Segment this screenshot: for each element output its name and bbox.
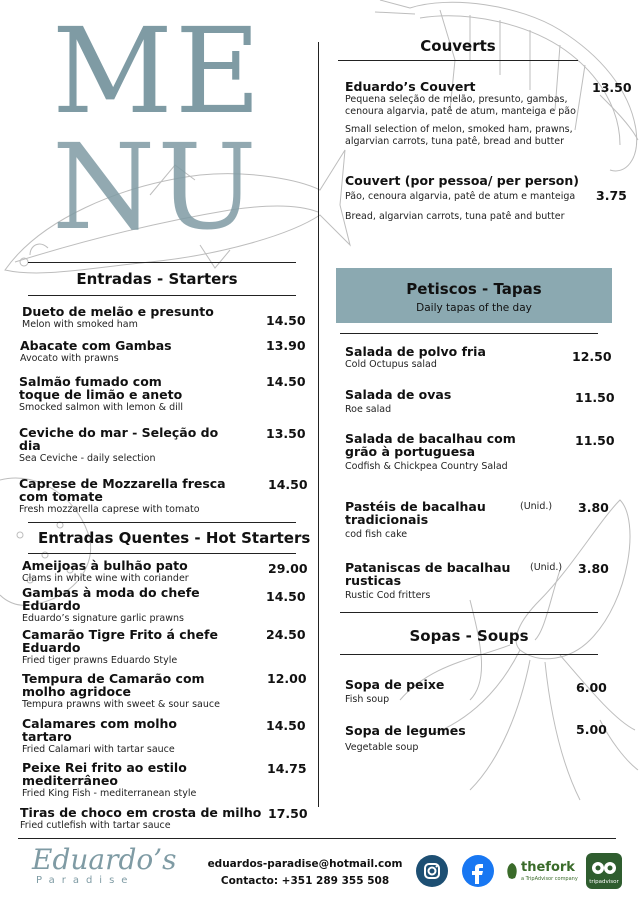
menu-title-line1: ME [52,2,263,140]
instagram-icon[interactable] [416,855,448,887]
hot-starter-item [22,628,232,667]
starter-item [19,477,244,516]
hot-starter-desc: Tempura prawns with sweet & sour sauce [22,699,220,710]
thefork-logo[interactable] [505,860,577,886]
tapas-item [345,388,565,416]
couvert-price: 13.50 [592,80,632,95]
starter-desc: Sea Ceviche - daily selection [19,453,156,464]
starter-name: Caprese de Mozzarella fresca com tomate [19,476,226,504]
tapas-price: 12.50 [572,349,612,364]
tapas-subtitle: Daily tapas of the day [416,302,532,314]
starter-name: Salmão fumado com toque de limão e aneto [19,374,183,402]
thefork-subtext: a TripAdvisor company [521,876,578,882]
starter-price: 14.50 [266,374,306,389]
contact-email[interactable]: eduardos-paradise@hotmail.com [207,858,403,870]
tapas-rule [340,333,598,334]
tripadvisor-icon[interactable] [586,853,622,889]
starter-desc: Smocked salmon with lemon & dill [19,402,184,413]
tapas-name: Salada de bacalhau com grão à portuguesa [345,431,516,459]
tapas-desc: Cold Octupus salad [345,359,437,370]
soup-name: Sopa de peixe [345,677,445,692]
starters-title: Entradas - Starters [76,270,238,288]
tapas-item [345,500,515,541]
hot-starter-price: 24.50 [266,627,306,642]
tapas-name: Salada de polvo fria [345,344,486,359]
soup-desc: Fish soup [345,694,390,705]
starter-desc: Melon with smoked ham [22,319,138,330]
hot-starter-name: Tiras de choco em crosta de milho [20,805,262,820]
hot-starter-desc: Clams in white wine with coriander [22,573,189,584]
tapas-item [345,561,525,602]
couvert-desc-en: Small selection of melon, smoked ham, prawns, algarvian carrots, tuna patê, bread and butter [345,124,573,147]
tapas-desc: cod fish cake [345,529,408,540]
soups-rule-top [340,612,598,613]
soup-price: 5.00 [576,722,607,737]
tapas-desc: Rustic Cod fritters [345,590,431,601]
hot-starter-name: Tempura de Camarão com molho agridoce [22,671,205,699]
tapas-name: Pataniscas de bacalhau rusticas [345,560,511,588]
starter-item [19,426,219,465]
starter-price: 14.50 [266,313,306,328]
couvert-name: Eduardo’s Couvert [345,79,476,94]
soup-name: Sopa de legumes [345,723,466,738]
hot-starters-title: Entradas Quentes - Hot Starters [38,529,311,547]
tapas-unit-label: (Unid.) [530,562,563,573]
starter-desc: Avocato with prawns [20,353,119,364]
hot-starter-name: Ameijoas à bulhão pato [22,558,188,573]
hot-starter-item [22,586,222,625]
hot-starter-item [22,717,222,756]
hot-starter-price: 17.50 [268,806,308,821]
hot-starters-rule-top [28,522,296,523]
starter-name: Abacate com Gambas [20,338,172,353]
tapas-desc: Roe salad [345,404,392,415]
menu-title-line2: NU [52,118,259,256]
starter-name: Ceviche do mar - Seleção do dia [19,425,219,453]
hot-starter-name: Gambas à moda do chefe Eduardo [22,585,200,613]
couvert-desc: Pequena seleção de melão, presunto, gambas, cenoura algarvia, patê de atum, manteiga e pão [345,94,576,117]
starter-item [19,375,199,414]
tapas-name: Pastéis de bacalhau tradicionais [345,499,486,527]
starters-rule-bottom [28,295,296,296]
hot-starter-desc: Fried tiger prawns Eduardo Style [22,655,178,666]
hot-starter-desc: Fried Calamari with tartar sauce [22,744,175,755]
tapas-title: Petiscos - Tapas [406,280,542,298]
hot-starter-name: Calamares com molho tartaro [22,716,177,744]
couvert-desc-en: Bread, algarvian carrots, tuna patê and butter [345,211,565,222]
couverts-title: Couverts [420,37,496,55]
soup-item [345,724,545,754]
logo-text: Eduardo’s [32,843,177,876]
facebook-icon[interactable] [462,855,494,887]
tapas-name: Salada de ovas [345,387,452,402]
tapas-unit-label: (Unid.) [520,501,553,512]
hot-starter-price: 14.75 [267,761,307,776]
couverts-rule [338,60,578,61]
starters-rule-top [28,262,296,263]
hot-starter-item [22,672,247,711]
starter-item [22,305,242,331]
couvert-desc: Pão, cenoura algarvia, patê de atum e manteiga [345,191,576,202]
hot-starter-desc: Fried King Fish - mediterranean style [22,788,197,799]
hot-starter-desc: Fried cutlefish with tartar sauce [20,820,171,831]
hot-starter-item [20,806,270,832]
soup-price: 6.00 [576,680,607,695]
soup-item [345,678,545,706]
tapas-price: 11.50 [575,390,615,405]
tapas-item [345,432,550,473]
contact-phone: Contacto: +351 289 355 508 [220,875,390,887]
soups-rule-bottom [340,654,598,655]
column-divider [318,42,319,807]
hot-starter-name: Camarão Tigre Frito á chefe Eduardo [22,627,218,655]
hot-starter-item [22,761,222,800]
hot-starter-price: 29.00 [268,561,308,576]
tapas-desc: Codfish & Chickpea Country Salad [345,461,508,472]
fork-icon [505,862,519,880]
logo-subtext: Paradise [36,875,135,886]
footer-rule [18,838,616,839]
hot-starter-price: 14.50 [266,589,306,604]
starter-item [20,339,240,365]
tripadvisor-text: tripadvisor [589,879,619,885]
couvert-name: Couvert (por pessoa/ per person) [345,173,579,188]
hot-starter-item [22,559,247,585]
tapas-price: 3.80 [578,500,609,515]
couvert-item-per-person [345,174,590,223]
starter-desc: Fresh mozzarella caprese with tomato [19,504,200,515]
hot-starter-desc: Eduardo’s signature garlic prawns [22,613,184,624]
tapas-item [345,345,565,371]
eduardos-logo [32,845,192,895]
tapas-price: 11.50 [575,433,615,448]
starter-price: 13.50 [266,426,306,441]
soup-desc: Vegetable soup [345,742,419,753]
couvert-item-eduardo [345,80,607,148]
tapas-price: 3.80 [578,561,609,576]
starter-name: Dueto de melão e presunto [22,304,214,319]
hot-starters-rule-bottom [28,553,296,554]
hot-starter-price: 12.00 [267,671,307,686]
starter-price: 14.50 [268,477,308,492]
starter-price: 13.90 [266,338,306,353]
squid-illustration [400,500,638,800]
hot-starter-name: Peixe Rei frito ao estilo mediterrâneo [22,760,187,788]
hot-starter-price: 14.50 [266,718,306,733]
soups-title: Sopas - Soups [409,627,529,645]
couvert-price: 3.75 [596,188,627,203]
thefork-text: thefork [521,860,575,875]
